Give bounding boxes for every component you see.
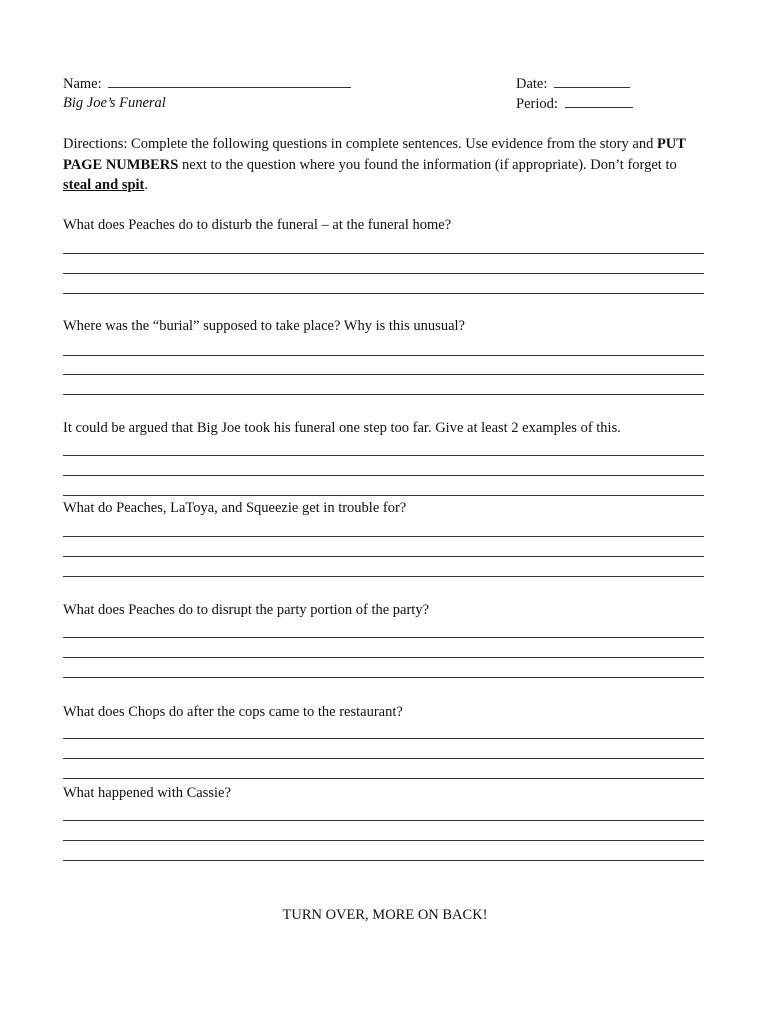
question-1: What does Peaches do to disturb the funeral – at the funeral home? — [63, 217, 452, 233]
answer-line[interactable] — [63, 860, 704, 861]
directions-steal-and-spit: steal and spit — [63, 177, 145, 193]
footer-note: TURN OVER, MORE ON BACK! — [282, 907, 488, 923]
question-7: What happened with Cassie? — [63, 785, 231, 801]
answer-line[interactable] — [63, 495, 704, 496]
answer-line[interactable] — [63, 253, 704, 254]
name-label: Name: — [63, 76, 102, 92]
question-2: Where was the “burial” supposed to take place? Why is this unusual? — [63, 318, 465, 334]
answer-line[interactable] — [63, 820, 704, 821]
question-6: What does Chops do after the cops came to the restaurant? — [63, 704, 403, 720]
directions-text-2: next to the question where you found the information (if appropriate). Don’t forget to — [178, 156, 677, 173]
directions-paragraph — [63, 134, 703, 196]
answer-line[interactable] — [63, 738, 704, 739]
period-blank[interactable] — [565, 93, 633, 108]
answer-line[interactable] — [63, 556, 704, 557]
answer-line[interactable] — [63, 536, 704, 537]
answer-line[interactable] — [63, 637, 704, 638]
answer-line[interactable] — [63, 778, 704, 779]
answer-line[interactable] — [63, 677, 704, 678]
answer-line[interactable] — [63, 475, 704, 476]
directions-text-1: Directions: Complete the following questions in complete sentences. Use evidence from the story and — [63, 136, 657, 152]
name-field[interactable] — [63, 73, 351, 94]
answer-line[interactable] — [63, 273, 704, 274]
answer-line[interactable] — [63, 840, 704, 841]
answer-line[interactable] — [63, 657, 704, 658]
answer-line[interactable] — [63, 455, 704, 456]
period-field[interactable] — [516, 93, 633, 114]
date-label: Date: — [516, 76, 548, 92]
answer-line[interactable] — [63, 374, 704, 375]
question-5: What does Peaches do to disrupt the party portion of the party? — [63, 602, 430, 618]
directions-text-3: . — [144, 177, 149, 193]
period-label: Period: — [516, 96, 558, 112]
question-3: It could be argued that Big Joe took his funeral one step too far. Give at least 2 examples of this. — [63, 420, 621, 436]
answer-line[interactable] — [63, 758, 704, 759]
date-blank[interactable] — [554, 73, 630, 88]
answer-line[interactable] — [63, 576, 704, 577]
directions-emphasis: PUT PAGE NUMBERS — [63, 136, 686, 173]
question-4: What do Peaches, LaToya, and Squeezie get in trouble for? — [63, 500, 407, 516]
answer-line[interactable] — [63, 293, 704, 294]
answer-line[interactable] — [63, 394, 704, 395]
answer-line[interactable] — [63, 355, 704, 356]
date-field[interactable] — [516, 73, 630, 94]
worksheet-title: Big Joe’s Funeral — [63, 95, 166, 111]
name-blank[interactable] — [108, 73, 351, 88]
